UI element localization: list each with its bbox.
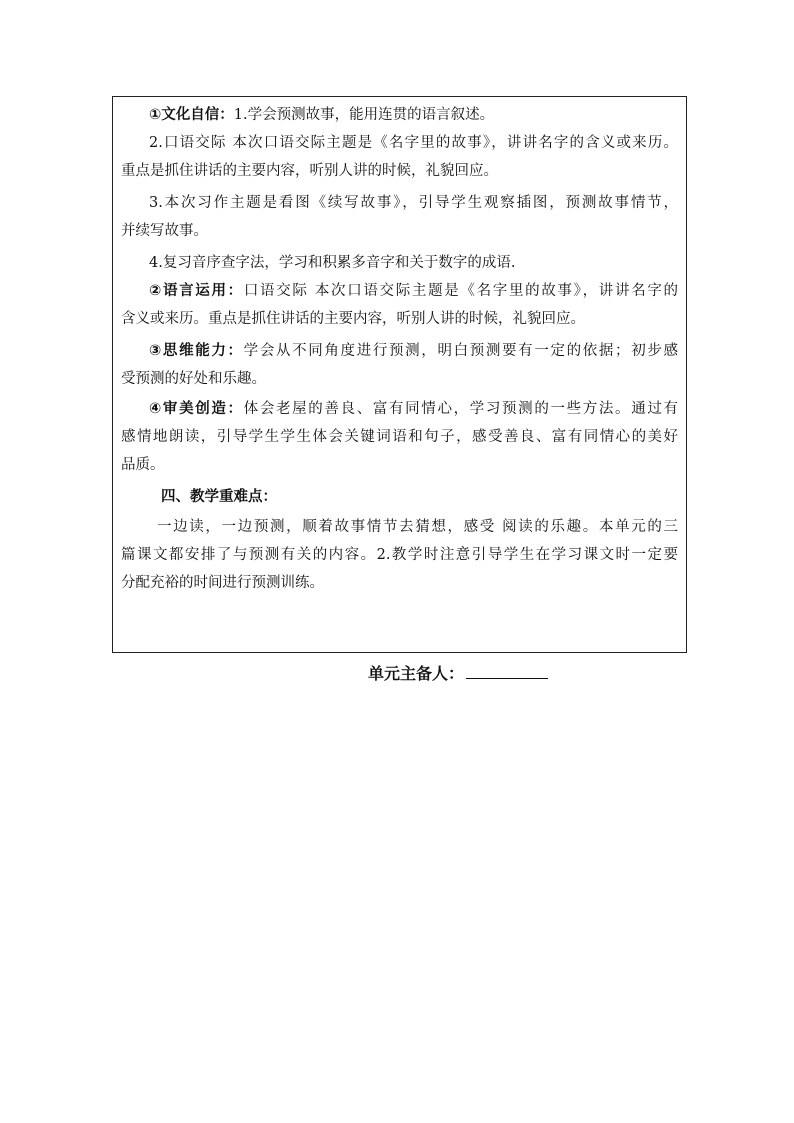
key-points-line-1: 一边读，一边预测，顺着故事情节去猜想，感受 阅读的乐趣。本单元的三 <box>157 519 678 535</box>
aesthetic-text-1: 体会老屋的善良、富有同情心，学习预测的一些方法。通过有 <box>243 401 678 417</box>
key-points-line-2: 篇课文都安排了与预测有关的内容。2.教学时注意引导学生在学习课文时一定要 <box>121 547 678 563</box>
aesthetic-label: ④审美创造： <box>149 401 244 417</box>
thinking-line-1 <box>121 337 678 365</box>
thinking-label: ③思维能力： <box>149 343 244 359</box>
aesthetic-line-2: 感情地朗读，引导学生学生体会关键词语和句子，感受善良、富有同情心的美好 <box>121 429 678 445</box>
thinking-line-2: 受预测的好处和乐趣。 <box>121 371 266 387</box>
culture-label: ①文化自信： <box>149 107 234 123</box>
thinking-text-1: 学会从不同角度进行预测，明白预测要有一定的依据；初步感 <box>243 343 678 359</box>
writing-line-2: 并续写故事。 <box>121 223 208 239</box>
aesthetic-line-3: 品质。 <box>121 457 165 473</box>
aesthetic-line-1 <box>121 395 678 423</box>
signature-line <box>368 660 548 687</box>
language-text-1: 口语交际 本次口语交际主题是《名字里的故事》，讲讲名字的 <box>243 283 678 299</box>
writing-line-1: 3.本次习作主题是看图《续写故事》，引导学生观察插图，预测故事情节， <box>149 195 678 211</box>
culture-text: 1.学会预测故事，能用连贯的语言叙述。 <box>233 107 495 123</box>
review-line: 4.复习音序查字法，学习和积累多音字和关于数字的成语. <box>149 255 516 271</box>
language-label: ②语言运用： <box>149 283 244 299</box>
oral-line-1: 2.口语交际 本次口语交际主题是《名字里的故事》，讲讲名字的含义或来历。 <box>149 135 678 151</box>
signature-blank <box>466 660 548 679</box>
content-frame <box>112 96 687 653</box>
oral-line-2: 重点是抓住讲话的主要内容，听别人讲的时候，礼貌回应。 <box>121 163 498 179</box>
signature-label: 单元主备人： <box>368 664 465 683</box>
language-line-2: 含义或来历。重点是抓住讲话的主要内容，听别人讲的时候，礼貌回应。 <box>121 311 585 327</box>
language-line-1 <box>121 277 678 305</box>
culture-line <box>121 101 678 129</box>
key-points-line-3: 分配充裕的时间进行预测训练。 <box>121 575 324 591</box>
key-points-heading: 四、教学重难点： <box>161 489 277 505</box>
